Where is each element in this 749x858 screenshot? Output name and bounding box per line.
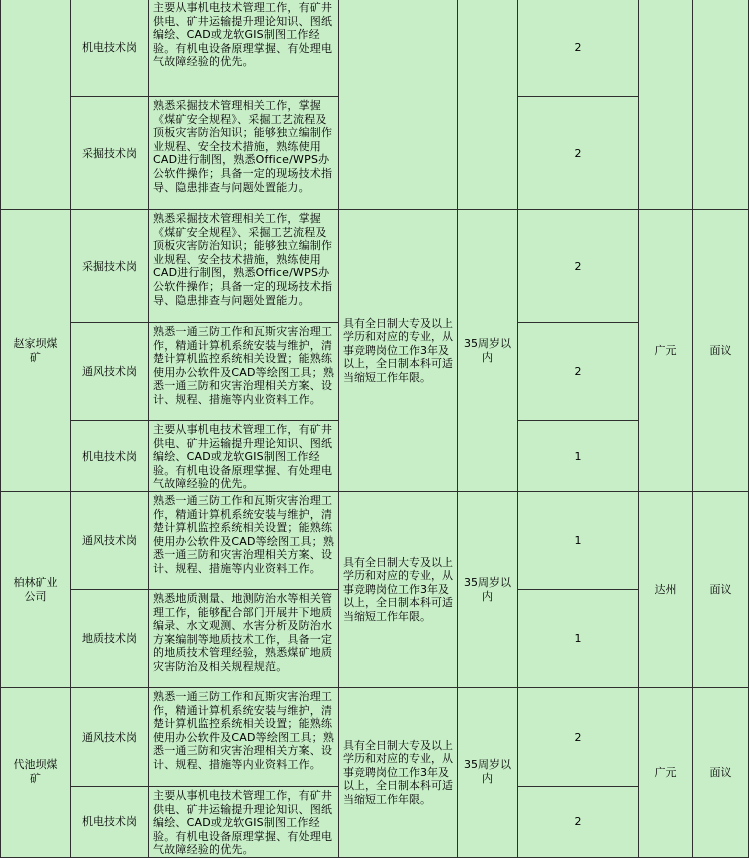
position-cell: 机电技术岗	[71, 787, 149, 858]
requirements-cell: 熟悉采掘技术管理相关工作，掌握《煤矿安全规程》、采掘工艺流程及顶板灾害防治知识；能够独立编制作业规程、安全技术措施，熟练使用CAD进行制图，熟悉Office/WPS办公软件操作；具备一定的现场技术指导、隐患排查与问题处置能力。	[149, 97, 339, 210]
age-cell	[458, 0, 518, 210]
age-cell: 35周岁以内	[458, 688, 518, 858]
method-cell: 面议	[693, 688, 749, 858]
position-cell: 机电技术岗	[71, 0, 149, 97]
unit-cell	[1, 0, 71, 210]
requirements-cell: 熟悉地质测量、地测防治水等相关管理工作，能够配合部门开展井下地质编录、水文观测、水害分析及防治水方案编制等地质技术工作，具备一定的地质技术管理经验，熟悉煤矿地质灾害防治及相关规程规范。	[149, 590, 339, 688]
requirements-cell: 主要从事机电技术管理工作，有矿井供电、矿井运输提升理论知识、图纸编绘、CAD或龙软GIS制图工作经验。有机电设备原理掌握、有处理电气故障经验的优先。	[149, 421, 339, 492]
qualification-cell: 具有全日制大专及以上学历和对应的专业，从事竞聘岗位工作3年及以上，全日制本科可适当缩短工作年限。	[339, 492, 458, 688]
location-cell: 广元	[639, 210, 693, 492]
location-cell	[639, 0, 693, 210]
unit-cell: 柏林矿业公司	[1, 492, 71, 688]
count-cell: 1	[518, 421, 639, 492]
qualification-cell	[339, 0, 458, 210]
count-cell: 2	[518, 97, 639, 210]
position-cell: 采掘技术岗	[71, 97, 149, 210]
location-cell: 广元	[639, 688, 693, 858]
location-cell: 达州	[639, 492, 693, 688]
method-cell: 面议	[693, 492, 749, 688]
age-cell: 35周岁以内	[458, 210, 518, 492]
table-row	[1, 492, 749, 590]
qualification-cell: 具有全日制大专及以上学历和对应的专业，从事竞聘岗位工作3年及以上，全日制本科可适当缩短工作年限。	[339, 688, 458, 858]
count-cell: 2	[518, 688, 639, 787]
table-row	[1, 210, 749, 323]
method-cell	[693, 0, 749, 210]
qualification-cell: 具有全日制大专及以上学历和对应的专业，从事竞聘岗位工作3年及以上，全日制本科可适当缩短工作年限。	[339, 210, 458, 492]
position-cell: 采掘技术岗	[71, 210, 149, 323]
position-cell: 通风技术岗	[71, 492, 149, 590]
position-cell: 通风技术岗	[71, 323, 149, 421]
age-cell: 35周岁以内	[458, 492, 518, 688]
count-cell: 1	[518, 590, 639, 688]
requirements-cell: 熟悉一通三防工作和瓦斯灾害治理工作，精通计算机系统安装与维护，清楚计算机监控系统相关设置；能熟练使用办公软件及CAD等绘图工具；熟悉一通三防和灾害治理相关方案、设计、规程、措施等内业资料工作。	[149, 492, 339, 590]
method-cell: 面议	[693, 210, 749, 492]
position-cell: 通风技术岗	[71, 688, 149, 787]
count-cell: 1	[518, 492, 639, 590]
count-cell: 2	[518, 323, 639, 421]
requirements-cell: 熟悉一通三防工作和瓦斯灾害治理工作，精通计算机系统安装与维护，清楚计算机监控系统相关设置；能熟练使用办公软件及CAD等绘图工具；熟悉一通三防和灾害治理相关方案、设计、规程、措施等内业资料工作。	[149, 688, 339, 787]
requirements-cell: 熟悉一通三防工作和瓦斯灾害治理工作，精通计算机系统安装与维护，清楚计算机监控系统相关设置；能熟练使用办公软件及CAD等绘图工具；熟悉一通三防和灾害治理相关方案、设计、规程、措施等内业资料工作。	[149, 323, 339, 421]
unit-cell: 代池坝煤矿	[1, 688, 71, 858]
unit-cell: 赵家坝煤矿	[1, 210, 71, 492]
count-cell: 2	[518, 0, 639, 97]
requirements-cell: 熟悉采掘技术管理相关工作，掌握《煤矿安全规程》、采掘工艺流程及顶板灾害防治知识；能够独立编制作业规程、安全技术措施，熟练使用CAD进行制图，熟悉Office/WPS办公软件操作；具备一定的现场技术指导、隐患排查与问题处置能力。	[149, 210, 339, 323]
count-cell: 2	[518, 210, 639, 323]
position-cell: 地质技术岗	[71, 590, 149, 688]
table-row	[1, 688, 749, 787]
requirements-cell: 主要从事机电技术管理工作，有矿井供电、矿井运输提升理论知识、图纸编绘、CAD或龙软GIS制图工作经验。有机电设备原理掌握、有处理电气故障经验的优先。	[149, 787, 339, 858]
requirements-cell: 主要从事机电技术管理工作，有矿井供电、矿井运输提升理论知识、图纸编绘、CAD或龙软GIS制图工作经验。有机电设备原理掌握、有处理电气故障经验的优先。	[149, 0, 339, 97]
count-cell: 2	[518, 787, 639, 858]
position-cell: 机电技术岗	[71, 421, 149, 492]
table-row	[1, 0, 749, 97]
